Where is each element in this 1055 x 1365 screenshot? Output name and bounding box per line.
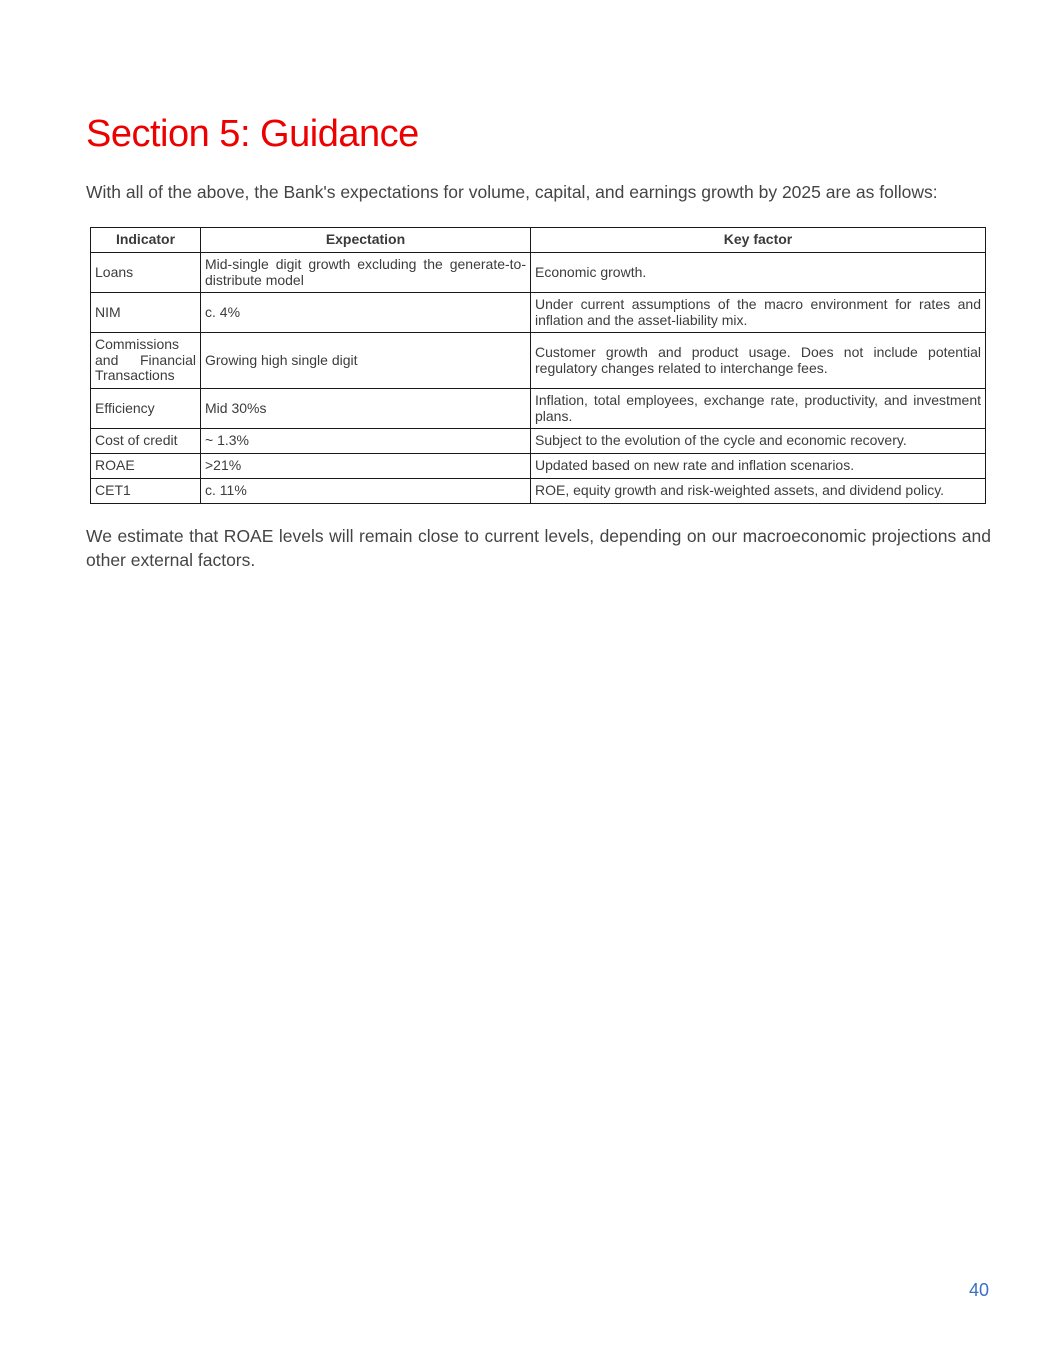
cell-indicator: ROAE (91, 454, 201, 479)
cell-expectation: >21% (201, 454, 531, 479)
cell-expectation: c. 11% (201, 479, 531, 504)
header-expectation: Expectation (201, 228, 531, 253)
cell-key-factor: Customer growth and product usage. Does not include potential regulatory changes related to interchange fees. (531, 333, 986, 389)
table-row (91, 253, 986, 293)
table-row (91, 333, 986, 389)
intro-paragraph: With all of the above, the Bank's expectations for volume, capital, and earnings growth by 2025 are as follows: (86, 182, 938, 202)
cell-expectation: c. 4% (201, 293, 531, 333)
guidance-table (90, 227, 986, 504)
cell-indicator: Commissions and Financial Transactions (91, 333, 201, 389)
table-row (91, 454, 986, 479)
table-row (91, 479, 986, 504)
cell-key-factor: Inflation, total employees, exchange rate, productivity, and investment plans. (531, 389, 986, 429)
cell-key-factor: Economic growth. (531, 253, 986, 293)
cell-expectation: Mid-single digit growth excluding the generate-to-distribute model (201, 253, 531, 293)
cell-indicator: Loans (91, 253, 201, 293)
table-header-row (91, 228, 986, 253)
header-indicator: Indicator (91, 228, 201, 253)
cell-indicator: Efficiency (91, 389, 201, 429)
section-title: Section 5: Guidance (86, 113, 419, 155)
table-row (91, 293, 986, 333)
cell-key-factor: Subject to the evolution of the cycle and economic recovery. (531, 429, 986, 454)
cell-key-factor: Updated based on new rate and inflation scenarios. (531, 454, 986, 479)
table-row (91, 389, 986, 429)
cell-key-factor: Under current assumptions of the macro environment for rates and inflation and the asset-liability mix. (531, 293, 986, 333)
cell-indicator: CET1 (91, 479, 201, 504)
header-key-factor: Key factor (531, 228, 986, 253)
cell-expectation: Mid 30%s (201, 389, 531, 429)
page-number: 40 (968, 1280, 989, 1300)
closing-paragraph: We estimate that ROAE levels will remain close to current levels, depending on our macroeconomic projections and other external factors. (86, 526, 991, 570)
cell-indicator: Cost of credit (91, 429, 201, 454)
cell-expectation: Growing high single digit (201, 333, 531, 389)
cell-indicator: NIM (91, 293, 201, 333)
cell-key-factor: ROE, equity growth and risk-weighted assets, and dividend policy. (531, 479, 986, 504)
cell-expectation: ~ 1.3% (201, 429, 531, 454)
table-row (91, 429, 986, 454)
